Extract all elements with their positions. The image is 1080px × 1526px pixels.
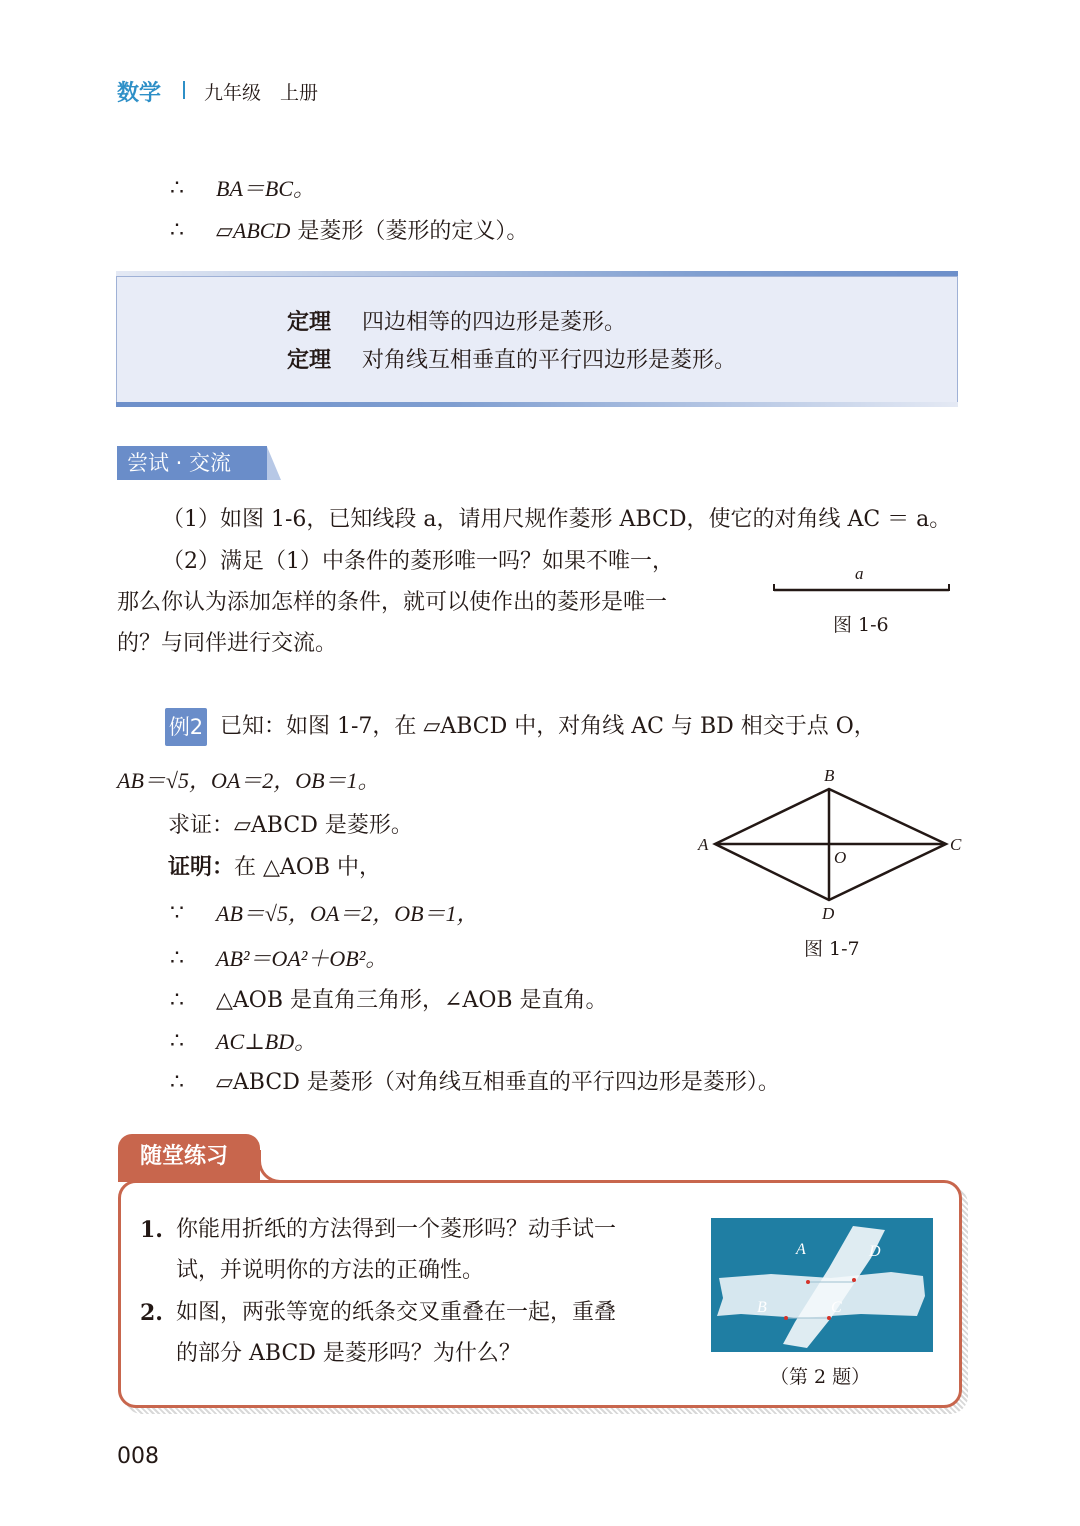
exercise-number: 2. xyxy=(140,1300,163,1326)
section-tag-try-exchange: 尝试 · 交流 xyxy=(117,446,267,480)
vertex-label-b: B xyxy=(824,766,835,785)
theorem-top-bar xyxy=(116,271,958,276)
exercise-number: 1. xyxy=(140,1217,163,1243)
example-prove: 求证：▱ABCD 是菱形。 xyxy=(168,813,413,838)
exercise-figure-caption: （第 2 题） xyxy=(770,1366,871,1388)
try-question-2-line-3: 的？与同伴进行交流。 xyxy=(117,631,338,656)
theorem-text-1: 四边相等的四边形是菱形。 xyxy=(362,310,627,335)
vertex-label-d: D xyxy=(822,904,835,923)
step-symbol: ∴ xyxy=(170,1070,184,1095)
theorem-label: 定理 xyxy=(287,348,332,373)
therefore-symbol: ∴ xyxy=(170,218,184,243)
figure-1-7-caption: 图 1-7 xyxy=(804,938,860,960)
proof-step-2: AB²＝OA²＋OB²。 xyxy=(216,946,388,971)
exercise-2-line-2: 的部分 ABCD 是菱形吗？为什么？ xyxy=(176,1341,521,1366)
step-symbol: ∴ xyxy=(170,988,184,1013)
theorem-label: 定理 xyxy=(287,310,332,335)
proof-step-4: AC⊥BD。 xyxy=(216,1029,317,1054)
proof-line-2-text: 是菱形（菱形的定义）。 xyxy=(290,219,529,244)
exercise-1-line-1: 你能用折纸的方法得到一个菱形吗？动手试一 xyxy=(176,1217,617,1242)
proof-step-1: AB＝√5，OA＝2，OB＝1， xyxy=(216,901,479,926)
proof-first-line: 在 △AOB 中， xyxy=(234,855,382,880)
exercise-tab-curve xyxy=(258,1150,298,1183)
parallelogram-name: ▱ABCD xyxy=(216,218,291,243)
strip-label-b: B xyxy=(757,1299,767,1316)
proof-line-2 xyxy=(216,220,528,243)
strip-label-c: C xyxy=(831,1299,842,1316)
segment-label: a xyxy=(855,564,864,583)
exercise-1-line-2: 试，并说明你的方法的正确性。 xyxy=(176,1258,485,1283)
therefore-symbol: ∴ xyxy=(170,176,184,201)
example-given-1: 已知：如图 1-7，在 ▱ABCD 中，对角线 AC 与 BD 相交于点 O， xyxy=(220,714,876,739)
exercise-2-line-1: 如图，两张等宽的纸条交叉重叠在一起，重叠 xyxy=(176,1300,617,1325)
exercise-tab: 随堂练习 xyxy=(118,1134,260,1182)
figure-1-6-caption: 图 1-6 xyxy=(833,614,889,636)
proof-step-3: △AOB 是直角三角形，∠AOB 是直角。 xyxy=(216,988,608,1013)
example-label: 例2 xyxy=(165,708,207,746)
proof-label: 证明： xyxy=(168,855,235,880)
vertex-label-c: C xyxy=(950,835,962,854)
try-question-2-line-1: （2）满足（1）中条件的菱形唯一吗？如果不唯一， xyxy=(162,549,674,574)
strip-label-a: A xyxy=(796,1241,806,1258)
theorem-bottom-bar xyxy=(116,402,958,407)
subject-title: 数学 xyxy=(117,81,162,106)
strip-label-d: D xyxy=(869,1243,881,1260)
header-divider xyxy=(183,81,185,99)
proof-line-1: BA＝BC。 xyxy=(216,176,315,201)
example-given-2: AB＝√5，OA＝2，OB＝1。 xyxy=(117,768,380,793)
theorem-box xyxy=(116,276,958,404)
paper-strips-figure xyxy=(711,1218,933,1352)
page-number: 008 xyxy=(117,1444,159,1469)
step-symbol: ∴ xyxy=(170,946,184,971)
try-question-2-line-2: 那么你认为添加怎样的条件，就可以使作出的菱形是唯一 xyxy=(117,590,668,615)
step-symbol: ∵ xyxy=(170,901,184,926)
grade-title: 九年级 上册 xyxy=(204,82,319,104)
theorem-text-2: 对角线互相垂直的平行四边形是菱形。 xyxy=(362,348,737,373)
step-symbol: ∴ xyxy=(170,1029,184,1054)
center-label-o: O xyxy=(834,848,847,867)
proof-step-5: ▱ABCD 是菱形（对角线互相垂直的平行四边形是菱形）。 xyxy=(216,1070,780,1095)
try-question-1: （1）如图 1-6，已知线段 a，请用尺规作菱形 ABCD，使它的对角线 AC ＝ a。 xyxy=(162,507,952,532)
vertex-label-a: A xyxy=(698,835,709,854)
proof-start xyxy=(168,857,381,879)
